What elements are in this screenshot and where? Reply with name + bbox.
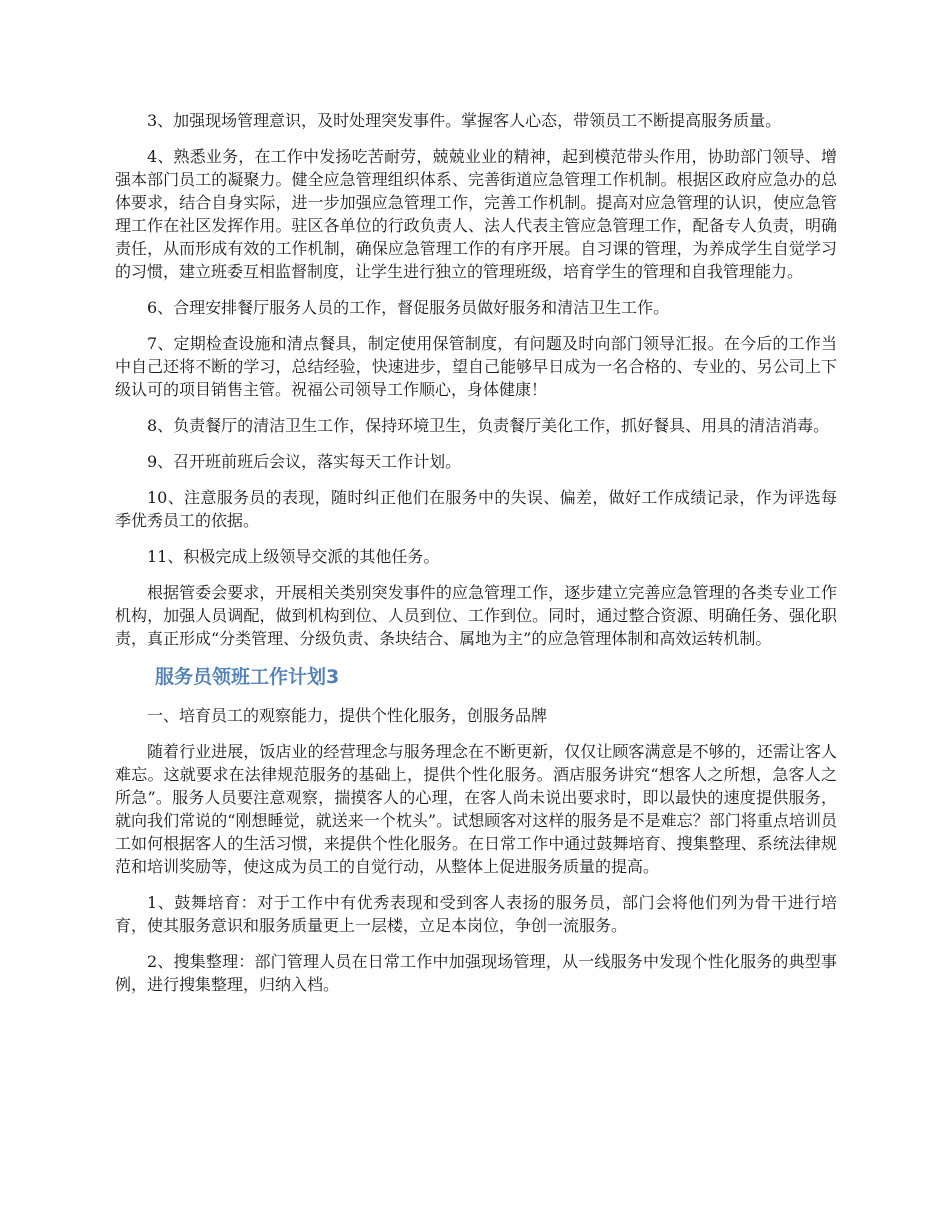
paragraph-item-11: 11、积极完成上级领导交派的其他任务。 <box>147 547 440 566</box>
paragraph-encourage-training: 1、鼓舞培育：对于工作中有优秀表现和受到客人表扬的服务员，部门会将他们列为骨干进行培育，使其服务意识和服务质量更上一层楼，立足本岗位，争创一流服务。 <box>115 893 837 935</box>
section-heading: 服务员领班工作计划3 <box>155 666 340 688</box>
document-page <box>115 109 837 1009</box>
paragraph-subheading: 一、培育员工的观察能力，提供个性化服务，创服务品牌 <box>147 706 548 725</box>
paragraph-emergency-management: 根据管委会要求，开展相关类别突发事件的应急管理工作，逐步建立完善应急管理的各类专业工作机构，加强人员调配，做到机构到位、人员到位、工作到位。同时，通过整合资源、明确任务、强化职责，真正形成“分类管理、分级负责、条块结合、属地为主”的应急管理体制和高效运转机制。 <box>115 583 837 648</box>
paragraph-personalized-service: 随着行业进展，饭店业的经营理念与服务理念在不断更新，仅仅让顾客满意是不够的，还需让客人难忘。这就要求在法律规范服务的基础上，提供个性化服务。酒店服务讲究“想客人之所想，急客人之所急”。服务人员要注意观察，揣摸客人的心理，在客人尚未说出要求时，即以最快的速度提供服务，就向我们常说的“刚想睡觉，就送来一个枕头”。试想顾客对这样的服务是不是难忘？部门将重点培训员工如何根据客人的生活习惯，来提供个性化服务。在日常工作中通过鼓舞培育、搜集整理、系统法律规范和培训奖励等，使这成为员工的自觉行动，从整体上促进服务质量的提高。 <box>115 742 837 876</box>
paragraph-item-8: 8、负责餐厅的清洁卫生工作，保持环境卫生，负责餐厅美化工作，抓好餐具、用具的清洁消毒。 <box>147 416 830 435</box>
paragraph-item-3: 3、加强现场管理意识，及时处理突发事件。掌握客人心态，带领员工不断提高服务质量。 <box>147 111 782 130</box>
paragraph-item-10: 10、注意服务员的表现，随时纠正他们在服务中的失误、偏差，做好工作成绩记录，作为评选每季优秀员工的依据。 <box>115 488 837 530</box>
paragraph-item-6: 6、合理安排餐厅服务人员的工作，督促服务员做好服务和清洁卫生工作。 <box>147 298 670 317</box>
paragraph-item-9: 9、召开班前班后会议，落实每天工作计划。 <box>147 452 462 471</box>
paragraph-collect-organize: 2、搜集整理：部门管理人员在日常工作中加强现场管理，从一线服务中发现个性化服务的典型事例，进行搜集整理，归纳入档。 <box>115 952 837 994</box>
paragraph-item-4: 4、熟悉业务，在工作中发扬吃苦耐劳，兢兢业业的精神，起到模范带头作用，协助部门领导、增强本部门员工的凝聚力。健全应急管理组织体系、完善街道应急管理工作机制。根据区政府应急办的总体要求，结合自身实际，进一步加强应急管理工作，完善工作机制。提高对应急管理的认识，使应急管理工作在社区发挥作用。驻区各单位的行政负责人、法人代表主管应急管理工作，配备专人负责，明确责任，从而形成有效的工作机制，确保应急管理工作的有序开展。自习课的管理，为养成学生自觉学习的习惯，建立班委互相监督制度，让学生进行独立的管理班级，培育学生的管理和自我管理能力。 <box>115 147 837 281</box>
paragraph-item-7: 7、定期检查设施和清点餐具，制定使用保管制度，有问题及时向部门领导汇报。在今后的工作当中自己还将不断的学习，总结经验，快速进步，望自己能够早日成为一名合格的、专业的、另公司上下级认可的项目销售主管。祝福公司领导工作顺心，身体健康！ <box>115 334 837 399</box>
